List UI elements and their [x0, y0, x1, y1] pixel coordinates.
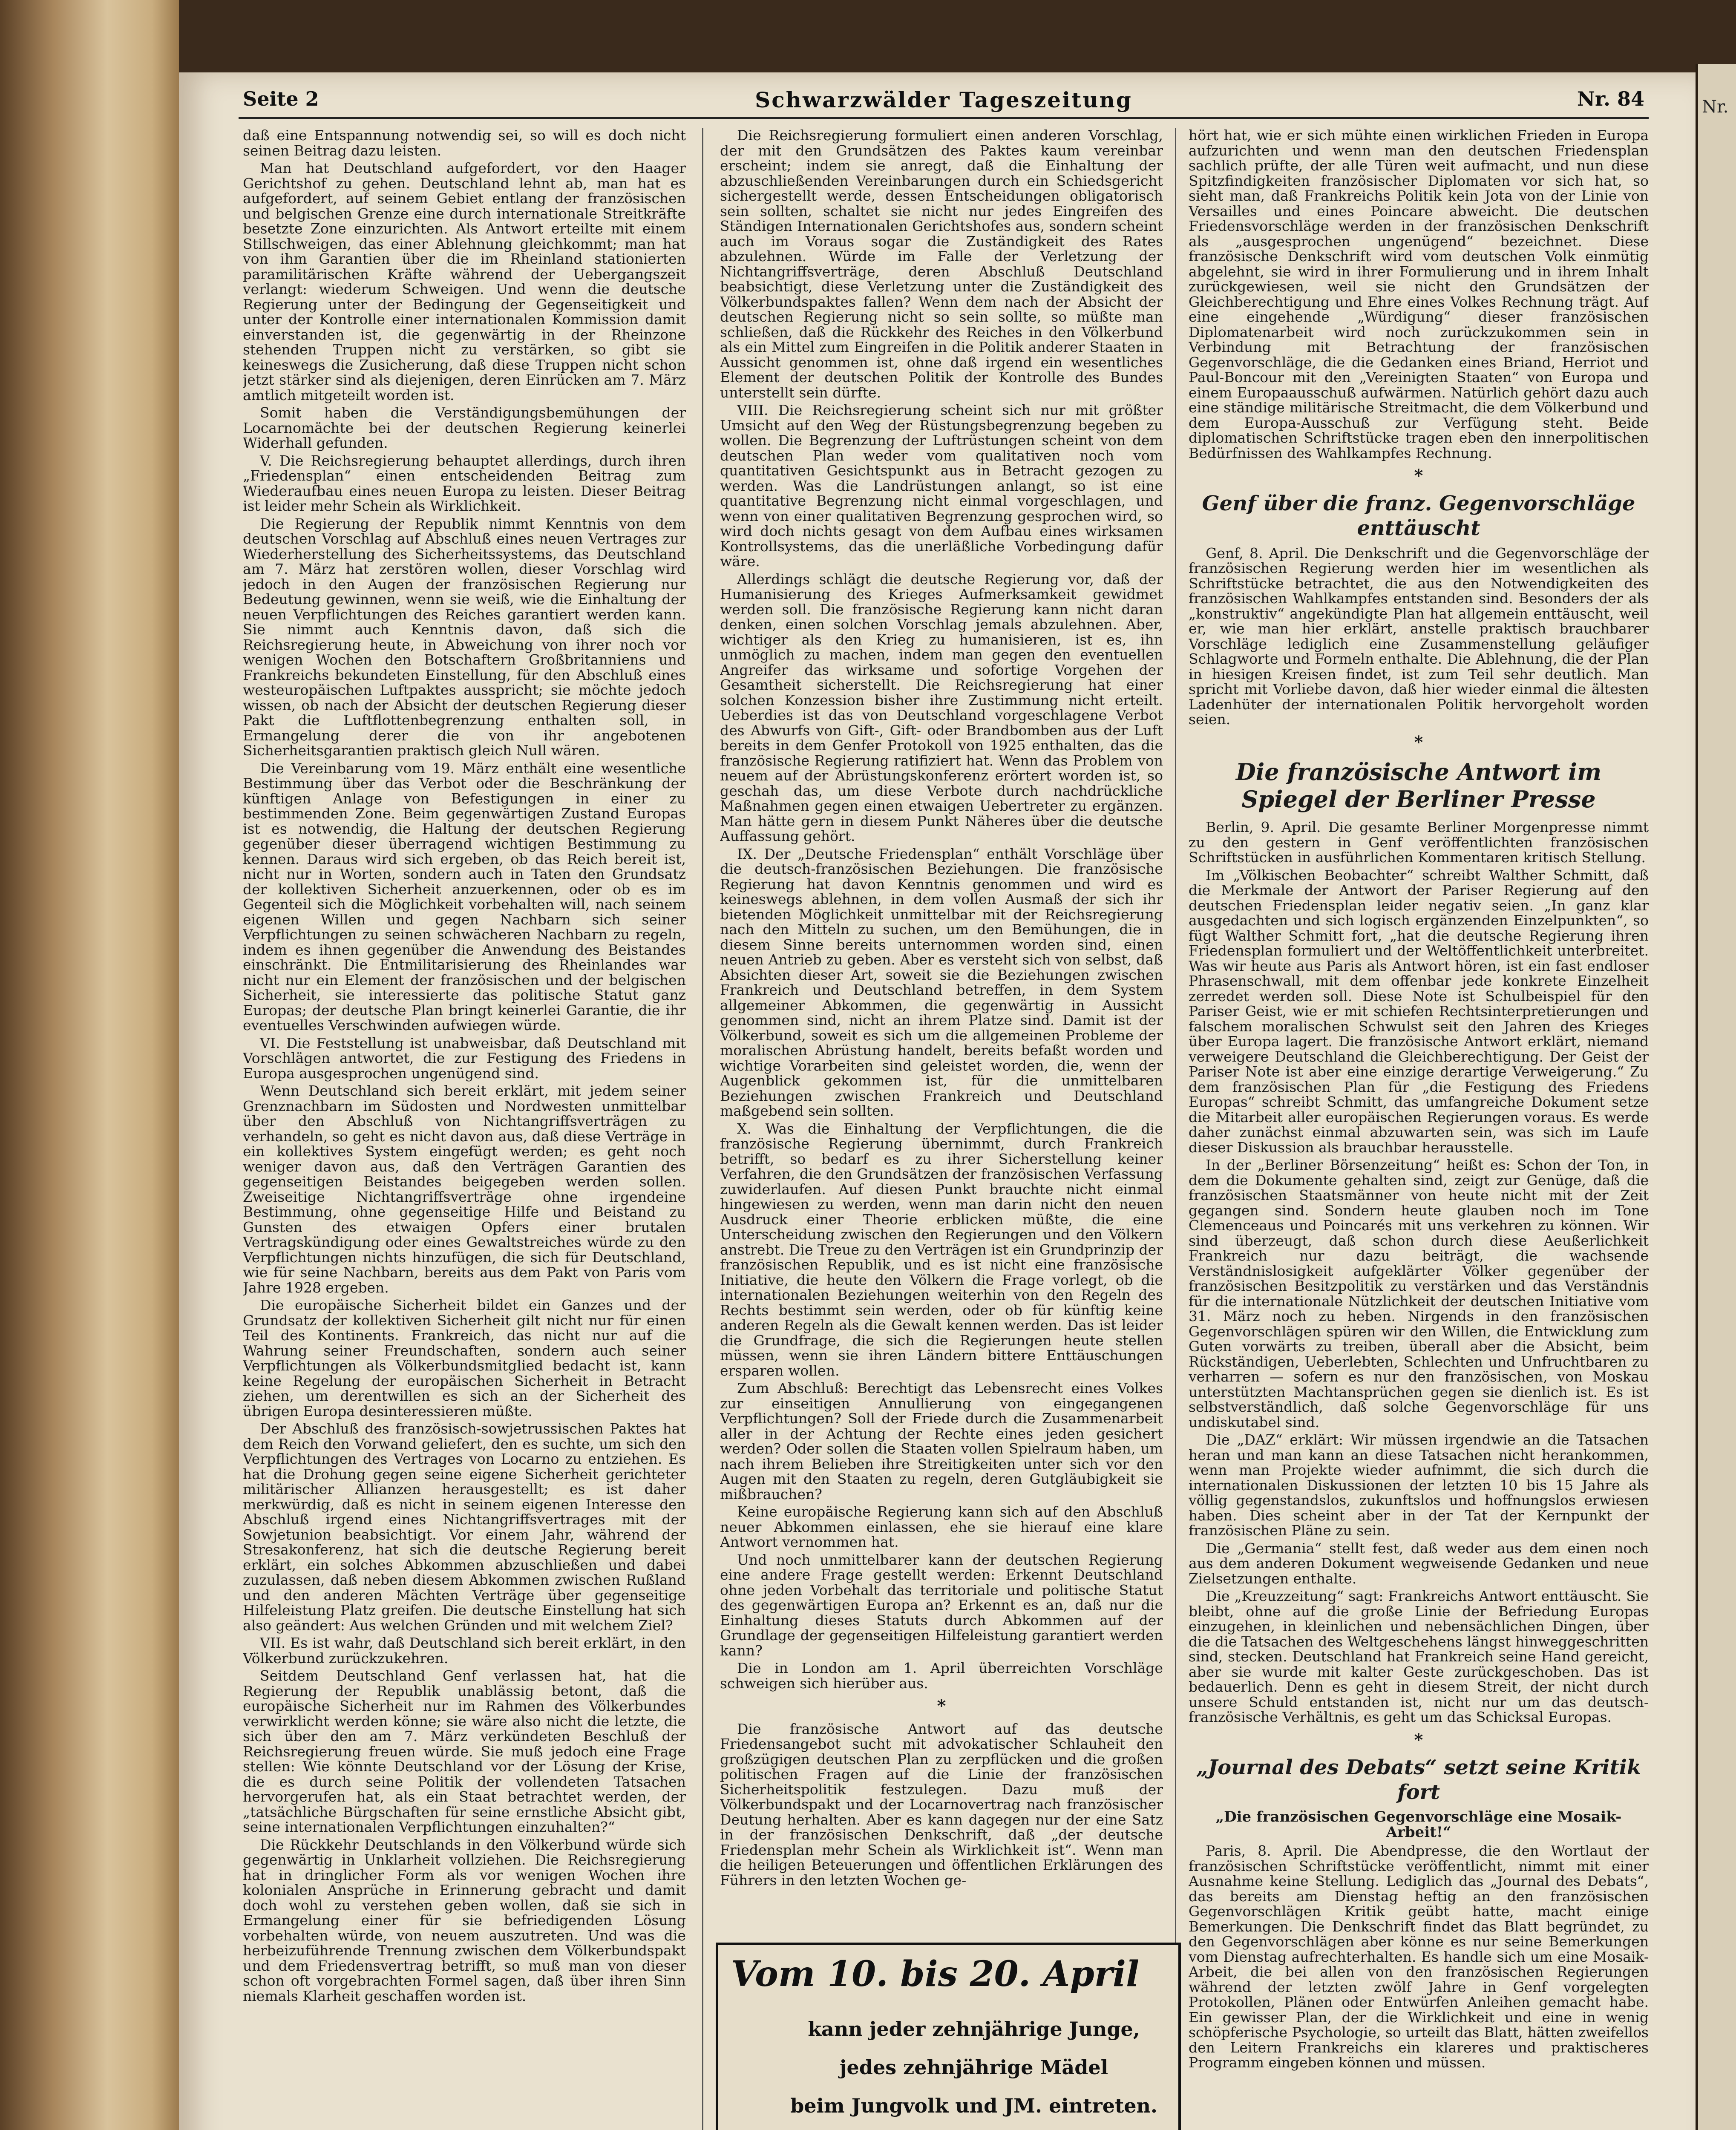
issue-number: Nr. 84 — [1577, 87, 1644, 110]
paragraph: Man hat Deutschland aufgefordert, vor den Haager Gerichtshof zu gehen. Deutschland lehnt ab, man hat es aufgefordert, auf seinem Gebiet entlang der französischen und belgischen Grenze eine durch internationale Streitkräfte besetzte Zone einzurichten. Als Antwort erteilte mit einem Stillschweigen, das einer Ablehnung gleichkommt; man hat von ihm Garantien über die im Rheinland stationierten paramilitärischen Kräfte während der Uebergangszeit verlangt: wiederum Schweigen. Und wenn die deutsche Regierung unter der Bedingung der Gegenseitigkeit und unter der Kontrolle einer internationalen Kommission damit einverstanden ist, die gegenwärtig in der Rheinzone stehenden Truppen nicht zu verstärken, so gibt sie keineswegs die Zusicherung, daß diese Truppen nicht schon jetzt stärker sind als diejenigen, deren Einrücken am 7. März amtlich mitgeteilt worden ist. — [243, 160, 686, 403]
paragraph: Und noch unmittelbarer kann der deutschen Regierung eine andere Frage gestellt werden: Erkennt Deutschland ohne jeden Vorbehalt das territoriale und politische Statut des gegenwärtigen Europa an? Erkennt es an, daß nur die Einhaltung dieses Statuts durch Abkommen auf der Grundlage der gegenseitigen Hilfeleistung garantiert werden kann? — [720, 1551, 1163, 1659]
article-headline: Genf über die franz. Gegenvorschläge enttäuscht — [1202, 491, 1635, 540]
paragraph: VIII. Die Reichsregierung scheint sich nur mit größter Umsicht auf den Weg der Rüstungsbegrenzung begeben zu wollen. Die Begrenzung der Luftrüstungen scheint von dem deutschen Plan weder vom qualitativen noch vom quantitativen Gesichtspunkt aus in Betracht gezogen zu werden. Was die Landrüstungen anlangt, so ist eine quantitative Begrenzung nicht einmal vorgeschlagen, und wenn von einer qualitativen Begrenzung gesprochen wird, so wird doch nichts gesagt von dem Aufbau eines wirksamen Kontrollsystems, das die unerläßliche Vorbedingung dafür wäre. — [720, 402, 1163, 570]
paragraph: Die französische Antwort auf das deutsche Friedensangebot sucht mit advokatischer Schlauheit den großzügigen deutschen Plan zu zerpflücken und die großen politischen Fragen auf die Linie der französischen Sicherheitspolitik festzulegen. Dazu muß der Völkerbundspakt und der Locarnovertrag nach französischer Deutung herhalten. Aber es kann dagegen nur der eine Satz in der französischen Denkschrift, daß „der deutsche Friedensplan mehr Schein als Wirklichkeit ist“. Wenn man die heiligen Beteuerungen und öffentlichen Erklärungen des Führers in den letzten Wochen ge- — [720, 1720, 1163, 1888]
paragraph: Die Regierung der Republik nimmt Kenntnis von dem deutschen Vorschlag auf Abschluß eines neuen Vertrages zur Wiederherstellung des Sicherheitssystems, das Deutschland am 7. März hat zerstören wollen, dieser Vorschlag wird jedoch in den Augen der französischen Regierung nur Bedeutung gewinnen, wenn sie weiß, wie die Einhaltung der neuen Verpflichtungen des Reiches garantiert werden kann. Sie nimmt auch Kenntnis davon, daß sich die Reichsregierung heute, in Abweichung von ihrer noch vor wenigen Wochen den Botschaftern Großbritanniens und Frankreichs bekundeten Einstellung, für den Abschluß eines westeuropäischen Luftpaktes ausspricht; sie möchte jedoch wissen, ob nach der Absicht der deutschen Regierung dieser Pakt die Luftflottenbegrenzung enthalten soll, in Ermangelung derer die von ihr angebotenen Sicherheitsgarantien praktisch gleich Null wären. — [243, 515, 686, 759]
column-rule — [1175, 128, 1176, 2130]
paragraph: Wenn Deutschland sich bereit erklärt, mit jedem seiner Grenznachbarn im Südosten und Nordwesten unmittelbar über den Abschluß von Nichtangriffsverträgen zu verhandeln, so geht es nicht davon aus, daß diese Verträge in ein kollektives System eingefügt werden; es geht noch weniger davon aus, daß den Verträgen Garantien des gegenseitigen Beistandes beigegeben werden sollen. Zweiseitige Nichtangriffsverträge ohne irgendeine Bestimmung, ohne gegenseitige Hilfe und Beistand zu Gunsten des etwaigen Opfers einer brutalen Vertragskündigung oder eines Gewaltstreiches würde zu den Verpflichtungen nichts hinzufügen, die sich für Deutschland, wie für seine Nachbarn, bereits aus dem Pakt von Paris vom Jahre 1928 ergeben. — [243, 1082, 686, 1296]
paragraph: Die „Germania“ stellt fest, daß weder aus dem einen noch aus dem anderen Dokument wegweisende Gedanken und neue Zielsetzungen enthalte. — [1189, 1540, 1649, 1587]
section-divider: * — [1414, 466, 1423, 486]
paragraph: hört hat, wie er sich mühte einen wirklichen Frieden in Europa aufzurichten und wenn man den deutschen Friedensplan sachlich prüfte, der alle Türen weit aufmacht, und nun diese Spitzfindigkeiten französischer Diplomaten vor sich hat, so sieht man, daß Frankreichs Politik kein Jota von der Linie von Versailles und eines Poincare abweicht. Die deutschen Friedensvorschläge werden in der französischen Denkschrift als „ausgesprochen ungenügend“ bezeichnet. Diese französische Denkschrift wird vom deutschen Volk einmütig abgelehnt, sie wird in ihrer Formulierung und in ihrem Inhalt zurückgewiesen, weil sie nicht den Grundsätzen der Gleichberechtigung und Ehre eines Volkes Rechnung trägt. Auf eine eingehende „Würdigung“ dieser französischen Diplomatenarbeit wird noch zurückzukommen sein in Verbindung mit Betrachtung der französischen Gegenvorschläge, die die Gedanken eines Briand, Herriot und Paul-Boncour mit den „Vereinigten Staaten“ von Europa und einem Europaausschuß aufwärmen. Natürlich gehört dazu auch eine ständige militärische Streitmacht, die dem Völkerbund und dem Europa-Ausschuß zur Verfügung steht. Beide diplomatischen Schriftstücke tragen eben den innerpolitischen Bedürfnissen des Wahlkampfes Rechnung. — [1189, 128, 1649, 461]
next-page-header: Nr. — [1702, 97, 1729, 117]
section-divider: * — [937, 1696, 946, 1716]
paragraph: Genf, 8. April. Die Denkschrift und die Gegenvorschläge der französischen Regierung werden hier im wesentlichen als Schriftstücke betrachtet, die aus den Notwendigkeiten des französischen Wahlkampfes entstanden sind. Besonders der als „konstruktiv“ angekündigte Plan hat allgemein enttäuscht, weil er, wie man hier erklärt, anstelle praktisch brauchbarer Vorschläge lediglich eine Zusammenstellung geläufiger Schlagworte und Formeln enthalte. Die Ablehnung, die der Plan in hiesigen Kreisen findet, ist zum Teil sehr deutlich. Man spricht mit Vorliebe davon, daß hier wieder einmal die ältesten Ladenhüter der internationalen Politik hervorgeholt worden seien. — [1189, 544, 1649, 728]
column-2 — [720, 128, 1163, 1926]
article-headline: Die französische Antwort im Spiegel der Berliner Presse — [1235, 758, 1602, 813]
paragraph: Die „DAZ“ erklärt: Wir müssen irgendwie an die Tatsachen heran und man kann an diese Tatsachen nicht herankommen, wenn man Projekte wieder aufnimmt, die sich durch die internationalen Diskussionen der letzten 10 bis 15 Jahre als völlig gegenstandslos, zukunftslos und hoffnungslos erwiesen haben. Dies scheint aber in der Tat der Kernpunkt der französischen Pläne zu sein. — [1189, 1431, 1649, 1539]
paragraph: Paris, 8. April. Die Abendpresse, die den Wortlaut der französischen Schriftstücke veröffentlicht, nimmt mit einer Ausnahme keine Stellung. Lediglich das „Journal des Debats“, das bereits am Dienstag heftig an den französischen Gegenvorschlägen Kritik geübt hatte, macht einige Bemerkungen. Die Denkschrift findet das Blatt begründet, zu den Gegenvorschlägen aber könne es nur seine Bemerkungen vom Dienstag aufrechterhalten. Es handle sich um eine Mosaik-Arbeit, die bei allen von den französischen Regierungen während der letzten zwölf Jahre in Genf vorgelegten Protokollen, Plänen oder Entwürfen Anleihen gemacht habe. Ein gewisser Plan, der die Wirklichkeit und eine in wenig schöpferische Psychologie, so urteilt das Blatt, hätten zweifellos den Leitern Frankreichs ein klareres und praktischeres Programm eingeben können und müssen. — [1189, 1842, 1649, 2071]
paragraph: Die „Kreuzzeitung“ sagt: Frankreichs Antwort enttäuscht. Sie bleibt, ohne auf die große Linie der Befriedung Europas einzugehen, in kleinlichen und nebensächlichen Dingen, über die die Tatsachen des Weltgeschehens längst hinweggeschritten sind, stecken. Deutschland hat Frankreich seine Hand gereicht, aber sie wurde mit kalter Geste zurückgeschoben. Das ist bedauerlich. Denn es geht in diesem Streit, der nicht durch unsere Schuld entstanden ist, nicht nur um das deutsch-französische Verhältnis, es geht um das Schicksal Europas. — [1189, 1588, 1649, 1725]
section-divider: * — [1414, 732, 1423, 752]
ad-line: beim Jungvolk und JM. eintreten. — [790, 2094, 1157, 2117]
paragraph: X. Was die Einhaltung der Verpflichtungen, die die französische Regierung übernimmt, durch Frankreich betrifft, so bedarf es zu ihrer Sicherstellung keiner Verfahren, die den Grundsätzen der französischen Verfassung zuwiderlaufen. Auf diesen Punkt brauchte nicht einmal hingewiesen zu werden, wenn man darin nicht den neuen Ausdruck einer Theorie erblicken müßte, die eine Unterscheidung zwischen den Regierungen und den Völkern anstrebt. Die Treue zu den Verträgen ist ein Grundprinzip der französischen Republik, und es ist nicht eine französische Initiative, die heute den Völkern die Frage vorlegt, ob die internationalen Beziehungen weiterhin von den Regeln des Rechts bestimmt sein werden, oder ob für künftig keine anderen Regeln als die Gewalt kennen werden. Das ist leider die Grundfrage, die sich die Regierungen heute stellen müssen, wenn sie ihren Ländern bittere Enttäuschungen ersparen wollen. — [720, 1120, 1163, 1379]
youth-recruitment-ad — [716, 1943, 1181, 2130]
paragraph: Berlin, 9. April. Die gesamte Berliner Morgenpresse nimmt zu den gestern in Genf veröffentlichten französischen Schriftstücken in ausführlichen Kommentaren kritisch Stellung. — [1189, 819, 1649, 866]
column-rule — [702, 128, 703, 2130]
ad-title: Vom 10. bis 20. April — [731, 1954, 1140, 1995]
paragraph: Seitdem Deutschland Genf verlassen hat, hat die Regierung der Republik unablässig betont, daß die europäische Sicherheit nur im Rahmen des Völkerbundes verwirklicht werden könne; sie wäre also nicht die letzte, die sich über den am 7. März verkündeten Beschluß der Reichsregierung freuen würde. Sie muß jedoch eine Frage stellen: Wie könnte Deutschland vor der Lösung der Krise, die es durch seine Politik der vollendeten Tatsachen hervorgerufen hat, als ein Staat betrachtet werden, der „tatsächliche Bürgschaften für seine ernstliche Absicht gibt, seine internationalen Verpflichtungen einzuhalten?“ — [243, 1667, 686, 1835]
paragraph: Im „Völkischen Beobachter“ schreibt Walther Schmitt, daß die Merkmale der Antwort der Pariser Regierung auf den deutschen Friedensplan leider negativ seien. „In ganz klar ausgedachten und sich logisch ergänzenden Einzelpunkten“, so fügt Walther Schmitt fort, „hat die deutsche Regierung ihren Friedensplan formuliert und der Weltöffentlichkeit unterbreitet. Was wir heute aus Paris als Antwort hören, ist ein fast endloser Phrasenschwall, mit dem offenbar jede konkrete Einzelheit zerredet werden soll. Diese Note ist Schulbeispiel für den Pariser Geist, wie er mit schiefen Rechtsinterpretierungen und falschem moralischen Schwulst seit den Jahren des Krieges über Europa lagert. Die französische Antwort erklärt, niemand verweigere Deutschland die Gleichberechtigung. Der Geist der Pariser Note ist aber eine einzige derartige Verweigerung.“ Zu dem französischen Plan für „die Festigung des Friedens Europas“ schreibt Schmitt, das umfangreiche Dokument setze die Mitarbeit aller europäischen Regierungen voraus. Es werde daher zunächst einmal abzuwarten sein, was sich im Laufe dieser Diskussion als brauchbar herausstelle. — [1189, 866, 1649, 1156]
page-header — [239, 87, 1649, 119]
next-page-edge — [1696, 64, 1736, 2130]
paragraph: Zum Abschluß: Berechtigt das Lebensrecht eines Volkes zur einseitigen Annullierung von eingegangenen Verpflichtungen? Soll der Friede durch die Zusammenarbeit aller in der Achtung der Rechte eines jeden gesichert werden? Oder sollen die Staaten vollen Spielraum haben, um nach ihrem Belieben ihre Streitigkeiten unter sich vor den Augen mit den Staaten zu regeln, deren Gutgläubigkeit sie mißbrauchen? — [720, 1380, 1163, 1503]
article-headline: „Journal des Debats“ setzt seine Kritik fort — [1196, 1756, 1641, 1804]
paragraph: Die europäische Sicherheit bildet ein Ganzes und der Grundsatz der kollektiven Sicherheit gilt nicht nur für einen Teil des Kontinents. Frankreich, das nicht nur auf die Wahrung seiner Freundschaften, sondern auch seiner Verpflichtungen als Völkerbundsmitglied bedacht ist, kann keine Regelung der europäischen Sicherheit in Betracht ziehen, um derentwillen es sich an der Sicherheit des übrigen Europa desinteressieren müßte. — [243, 1297, 686, 1419]
paragraph: In der „Berliner Börsenzeitung“ heißt es: Schon der Ton, in dem die Dokumente gehalten sind, zeigt zur Genüge, daß die französischen Staatsmänner von heute nicht mit der Zeit gegangen sind. Sondern heute glauben noch im Tone Clemenceaus und Poincarés mit uns verkehren zu können. Wir sind überzeugt, daß schon durch diese Aeußerlichkeit Frankreich nur dazu beiträgt, die wachsende Verständnislosigkeit aufgeklärter Völker gegenüber der französischen Besitzpolitik zu verstärken und das Verständnis für die internationale Nützlichkeit der deutschen Initiative vom 31. März noch zu heben. Nirgends in den französischen Gegenvorschlägen spüren wir den Willen, die Entwicklung zum Guten vorwärts zu treiben, überall aber die Absicht, beim Rückständigen, Ueberlebten, Schlechten und Unfruchtbaren zu verharren — sofern es nur den französischen, von Moskau unterstützten Machtansprüchen gegen sie dienlich ist. Es ist selbstverständlich, daß solche Gegenvorschläge für uns undiskutabel sind. — [1189, 1157, 1649, 1431]
section-divider: * — [1414, 1730, 1423, 1750]
page-number: Seite 2 — [243, 87, 319, 110]
paragraph: IX. Der „Deutsche Friedensplan“ enthält Vorschläge über die deutsch-französischen Beziehungen. Die französische Regierung hat davon Kenntnis genommen und wird es keineswegs ablehnen, in dem vollen Ausmaß der sich ihr bietenden Möglichkeit unmittelbar mit der Reichsregierung nach den Mitteln zu suchen, um den Bemühungen, die in diesem Sinne bereits unternommen worden sind, einen neuen Antrieb zu geben. Aber es versteht sich von selbst, daß Absichten dieser Art, soweit sie die Beziehungen zwischen Frankreich und Deutschland betreffen, in dem System allgemeiner Abkommen, die gegenwärtig in Aussicht genommen sind, nicht an ihrem Platze sind. Damit ist der Völkerbund, soweit es sich um die allgemeinen Probleme der moralischen Abrüstung handelt, bereits befaßt worden und wichtige Vorarbeiten sind geleistet worden, die, wenn der Augenblick gekommen ist, für die unmittelbaren Beziehungen zwischen Frankreich und Deutschland maßgebend sein sollten. — [720, 845, 1163, 1119]
paragraph: Somit haben die Verständigungsbemühungen der Locarnomächte bei der deutschen Regierung keinerlei Widerhall gefunden. — [243, 404, 686, 451]
article-subheadline: „Die französischen Gegenvorschläge eine Mosaik-Arbeit!“ — [1215, 1808, 1622, 1841]
paragraph: daß eine Entspannung notwendig sei, so will es doch nicht seinen Beitrag dazu leisten. — [243, 128, 686, 159]
paragraph: Die in London am 1. April überreichten Vorschläge schweigen sich hierüber aus. — [720, 1660, 1163, 1692]
paragraph: Der Abschluß des französisch-sowjetrussischen Paktes hat dem Reich den Vorwand geliefert, den es suchte, um sich den Verpflichtungen des Vertrages von Locarno zu entziehen. Es hat die Drohung gegen seine eigene Sicherheit gerichteter militärischer Allianzen herausgestellt; es ist daher merkwürdig, daß es nicht in seinem eigenen Interesse den Abschluß irgend eines Nichtangriffsvertrages mit der Sowjetunion beabsichtigt. Vor einem Jahr, während der Stresakonferenz, hat sich die deutsche Regierung bereit erklärt, ein solches Abkommen abzuschließen und dabei zuzulassen, daß neben diesem Abkommen zwischen Rußland und den anderen Mächten Verträge über gegenseitige Hilfeleistung Platz greifen. Die deutsche Einstellung hat sich also geändert: Aus welchen Gründen und mit welchem Ziel? — [243, 1420, 686, 1634]
paragraph: Keine europäische Regierung kann sich auf den Abschluß neuer Abkommen einlassen, ehe sie hierauf eine klare Antwort vernommen hat. — [720, 1503, 1163, 1550]
paragraph: Die Reichsregierung formuliert einen anderen Vorschlag, der mit den Grundsätzen des Paktes kaum vereinbar erscheint; indem sie anregt, daß die Einhaltung der abzuschließenden Vereinbarungen durch ein Schiedsgericht sichergestellt werde, dessen Entscheidungen obligatorisch sein sollten, schaltet sie nicht nur jedes Eingreifen des Ständigen Internationalen Gerichtshofes aus, sondern scheint auch im Voraus sogar die Zuständigkeit des Rates abzulehnen. Würde im Falle der Verletzung der Nichtangriffsverträge, deren Abschluß Deutschland beabsichtigt, diese Verletzung unter die Zuständigkeit des Völkerbundspaktes fallen? Wenn dem nach der Absicht der deutschen Regierung nicht so sein sollte, so müßte man schließen, daß die Rückkehr des Reiches in den Völkerbund als ein Mittel zum Eingreifen in die Politik anderer Staaten in Aussicht genommen ist, ohne daß irgend ein wesentliches Element der deutschen Politik der Kontrolle des Bundes unterstellt sein dürfte. — [720, 128, 1163, 401]
paragraph: VII. Es ist wahr, daß Deutschland sich bereit erklärt, in den Völkerbund zurückzukehren. — [243, 1635, 686, 1667]
paragraph: V. Die Reichsregierung behauptet allerdings, durch ihren „Friedensplan“ einen entscheidenden Beitrag zum Wiederaufbau eines neuen Europa zu leisten. Dieser Beitrag ist leider mehr Schein als Wirklichkeit. — [243, 452, 686, 514]
column-1 — [243, 128, 686, 2130]
paragraph: Die Rückkehr Deutschlands in den Völkerbund würde sich gegenwärtig in Unklarheit vollziehen. Die Reichsregierung hat in dringlicher Form als vor wenigen Wochen ihre kolonialen Ansprüche in Erinnerung gebracht und damit doch wohl zu verstehen geben wollen, daß sie sich in Ermangelung einer für sie befriedigenden Lösung vorbehalten würde, von neuem auszutreten. Und was die herbeizuführende Trennung zwischen dem Völkerbundspakt und dem Friedensvertrag betrifft, so muß man von dieser schon oft vorgebrachten Formel sagen, daß über ihren Sinn niemals Klarheit geschaffen worden ist. — [243, 1836, 686, 2004]
ad-line: jedes zehnjährige Mädel — [839, 2056, 1108, 2079]
ad-line: kann jeder zehnjährige Junge, — [808, 2018, 1140, 2041]
paragraph: VI. Die Feststellung ist unabweisbar, daß Deutschland mit Vorschlägen antwortet, die zur Festigung des Friedens in Europa ausgesprochen ungenügend sind. — [243, 1034, 686, 1082]
paragraph: Allerdings schlägt die deutsche Regierung vor, daß der Humanisierung des Krieges Aufmerksamkeit gewidmet werden soll. Die französische Regierung kann nicht daran denken, einen solchen Vorschlag jemals abzulehnen. Aber, wichtiger als den Krieg zu humanisieren, ist es, ihn unmöglich zu machen, indem man gegen den eventuellen Angreifer das wirksame und sofortige Vorgehen der Gesamtheit sicherstellt. Die Reichsregierung hat einer solchen Konzession bisher ihre Zustimmung nicht erteilt. Ueberdies ist das von Deutschland vorgeschlagene Verbot des Abwurfs von Gift-, Gift- oder Brandbomben aus der Luft bereits in dem Genfer Protokoll von 1925 enthalten, das die französische Regierung ratifiziert hat. Wenn das Problem von neuem auf der Abrüstungskonferenz erörtert worden ist, so geschah das, um diese Verbote durch nachdrückliche Maßnahmen gegen einen etwaigen Uebertreter zu ergänzen. Man hätte gern in diesem Punkt Näheres über die deutsche Auffassung gehört. — [720, 570, 1163, 844]
newspaper-title: Schwarzwälder Tageszeitung — [755, 87, 1132, 112]
paragraph: Die Vereinbarung vom 19. März enthält eine wesentliche Bestimmung über das Verbot oder die Beschränkung der künftigen Anlage von Befestigungen in einer zu bestimmenden Zone. Beim gegenwärtigen Zustand Europas ist es notwendig, die Haltung der deutschen Regierung gegenüber dieser überragend wichtigen Bestimmung zu kennen. Daraus wird sich ergeben, ob das Reich bereit ist, nicht nur in Worten, sondern auch in Taten den Grundsatz der kollektiven Sicherheit anzuerkennen, oder ob es im Gegenteil sich die Möglichkeit vorbehalten will, nach seinem eigenen Willen und gegen Nachbarn sich seiner Verpflichtungen zu seinen schwächeren Nachbarn zu regeln, indem es ihnen gegenüber die Anwendung des Beistandes einschränkt. Die Entmilitarisierung des Rheinlandes war nicht nur ein Element der französischen und der belgischen Sicherheit, sie interessierte das politische Statut ganz Europas; der deutsche Plan bringt keinerlei Garantie, die ihr eventuelles Verschwinden aufwiegen würde. — [243, 760, 686, 1033]
column-3 — [1189, 128, 1649, 2130]
book-edge — [0, 0, 179, 2130]
